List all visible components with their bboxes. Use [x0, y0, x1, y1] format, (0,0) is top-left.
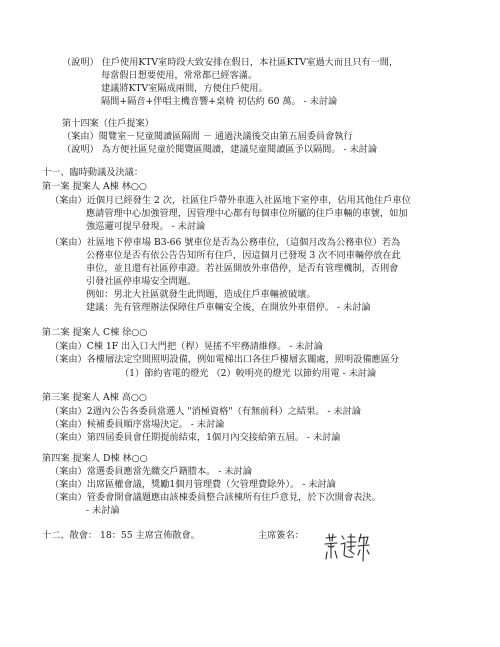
case-3-cause-1: （案由）2週內公告各委員當選人 "消極資格"（有無前科）之結果。 - 未討論: [50, 406, 361, 417]
case-4-cause-1: （案由）當選委員應當先繳交戶籍謄本。 - 未討論: [50, 466, 252, 477]
ktv-explanation-line-1: （說明） 住戶使用KTV室時段大致安排在假日，本社區KTV室過大而且只有一間，: [62, 57, 399, 68]
case-14-cause: （案由）閱覽室－兒童閱讀區隔間 － 通過決議後交由第五屆委員會執行: [62, 131, 353, 142]
case-4-cause-3-status: - 未討論: [86, 505, 120, 516]
ktv-explanation-line-3: 建議將KTV室隔成兩間，方便住戶使用。: [101, 83, 268, 94]
case-1-cause-2-line-1: （案由）社區地下停車場 B3-66 號車位是否為公務車位，（這個月改為公務車位）若為: [50, 237, 401, 248]
case-1-example: 例如：男北大社區就發生此問題，造成住戶車輛被破壞。: [86, 289, 316, 300]
adjournment-line: 十二、散會： 18：55 主席宣佈散會。: [42, 530, 200, 541]
case-4-title: 第四案 提案人 D棟 林○○: [42, 453, 148, 464]
ktv-explanation-line-2: 每當假日想要使用，常常都已經客滿。: [101, 70, 258, 81]
case-4-cause-2: （案由）出席區權會議，獎勵1個月管理費（欠管理費除外）。 - 未討論: [50, 479, 336, 490]
case-2-cause-2: （案由）各樓層法定空間照明設備，例如電梯出口各住戶樓層玄關處，照明設備應區分: [50, 354, 400, 365]
case-2-cause-1: （案由）C棟 1F 出入口大門把（桿）晃搖不牢務請維修。 - 未討論: [50, 341, 323, 352]
case-3-title: 第三案 提案人 A棟 高○○: [42, 392, 147, 403]
extempore-motions-heading: 十一、臨時動議及決議：: [42, 167, 144, 178]
case-14-explanation: （說明） 為方便社區兒童於閱覽區閱讀，建議兒童閱讀區予以隔間。 - 未討論: [62, 144, 378, 155]
case-14-title: 第十四案（住戶提案）: [62, 118, 154, 129]
case-1-cause-2-line-3: 車位，並且還有社區停車證。若社區開放外車借停，是否有管理機制，否則會: [86, 263, 399, 274]
case-1-suggestion: 建議：先有管理辦法保障住戶車輛安全後，在開放外車借停。 - 未討論: [86, 302, 371, 313]
case-1-cause-1-line-3: 強巡邏可提早發現。 - 未討論: [86, 221, 206, 232]
ktv-explanation-line-4: 隔間+隔音+伴唱主機音響+桌椅 初估約 60 萬。 - 未討論: [101, 96, 338, 107]
case-1-cause-1-line-1: （案由）近個月已經發生 2 次，社區住戶帶外車進入社區地下室停車，佔用其他住戶車位: [50, 195, 411, 206]
chair-signature-label: 主席簽名：: [258, 530, 304, 541]
case-2-title: 第二案 提案人 C棟 徐○○: [42, 327, 148, 338]
case-1-cause-2-line-2: 公務車位是否有依公告告知所有住戶，因這個月已發現 3 次不同車輛停放在此: [86, 250, 401, 261]
case-3-cause-3: （案由）第四屆委員會任期提前結束，1個月內交接給第五屆。 - 未討論: [50, 432, 341, 443]
case-1-cause-1-line-2: 應請管理中心加強管理，因管理中心都有每個車位所屬的住戶車輛的車號，如加: [86, 208, 408, 219]
case-2-cause-2-options: （1）節約省電的燈光 （2）較明亮的燈光 以節約用電 - 未討論: [120, 368, 377, 379]
case-4-cause-3: （案由）管委會開會議題應由該棟委員整合該棟所有住戶意見，於下次開會表決。: [50, 492, 381, 503]
case-1-cause-2-line-4: 引發社區停車場安全問題。: [86, 276, 197, 287]
case-3-cause-2: （案由）候補委員順序當場決定。 - 未討論: [50, 419, 225, 430]
case-1-title: 第一案 提案人 A棟 林○○: [42, 181, 147, 192]
chair-handwritten-signature: [322, 528, 372, 566]
